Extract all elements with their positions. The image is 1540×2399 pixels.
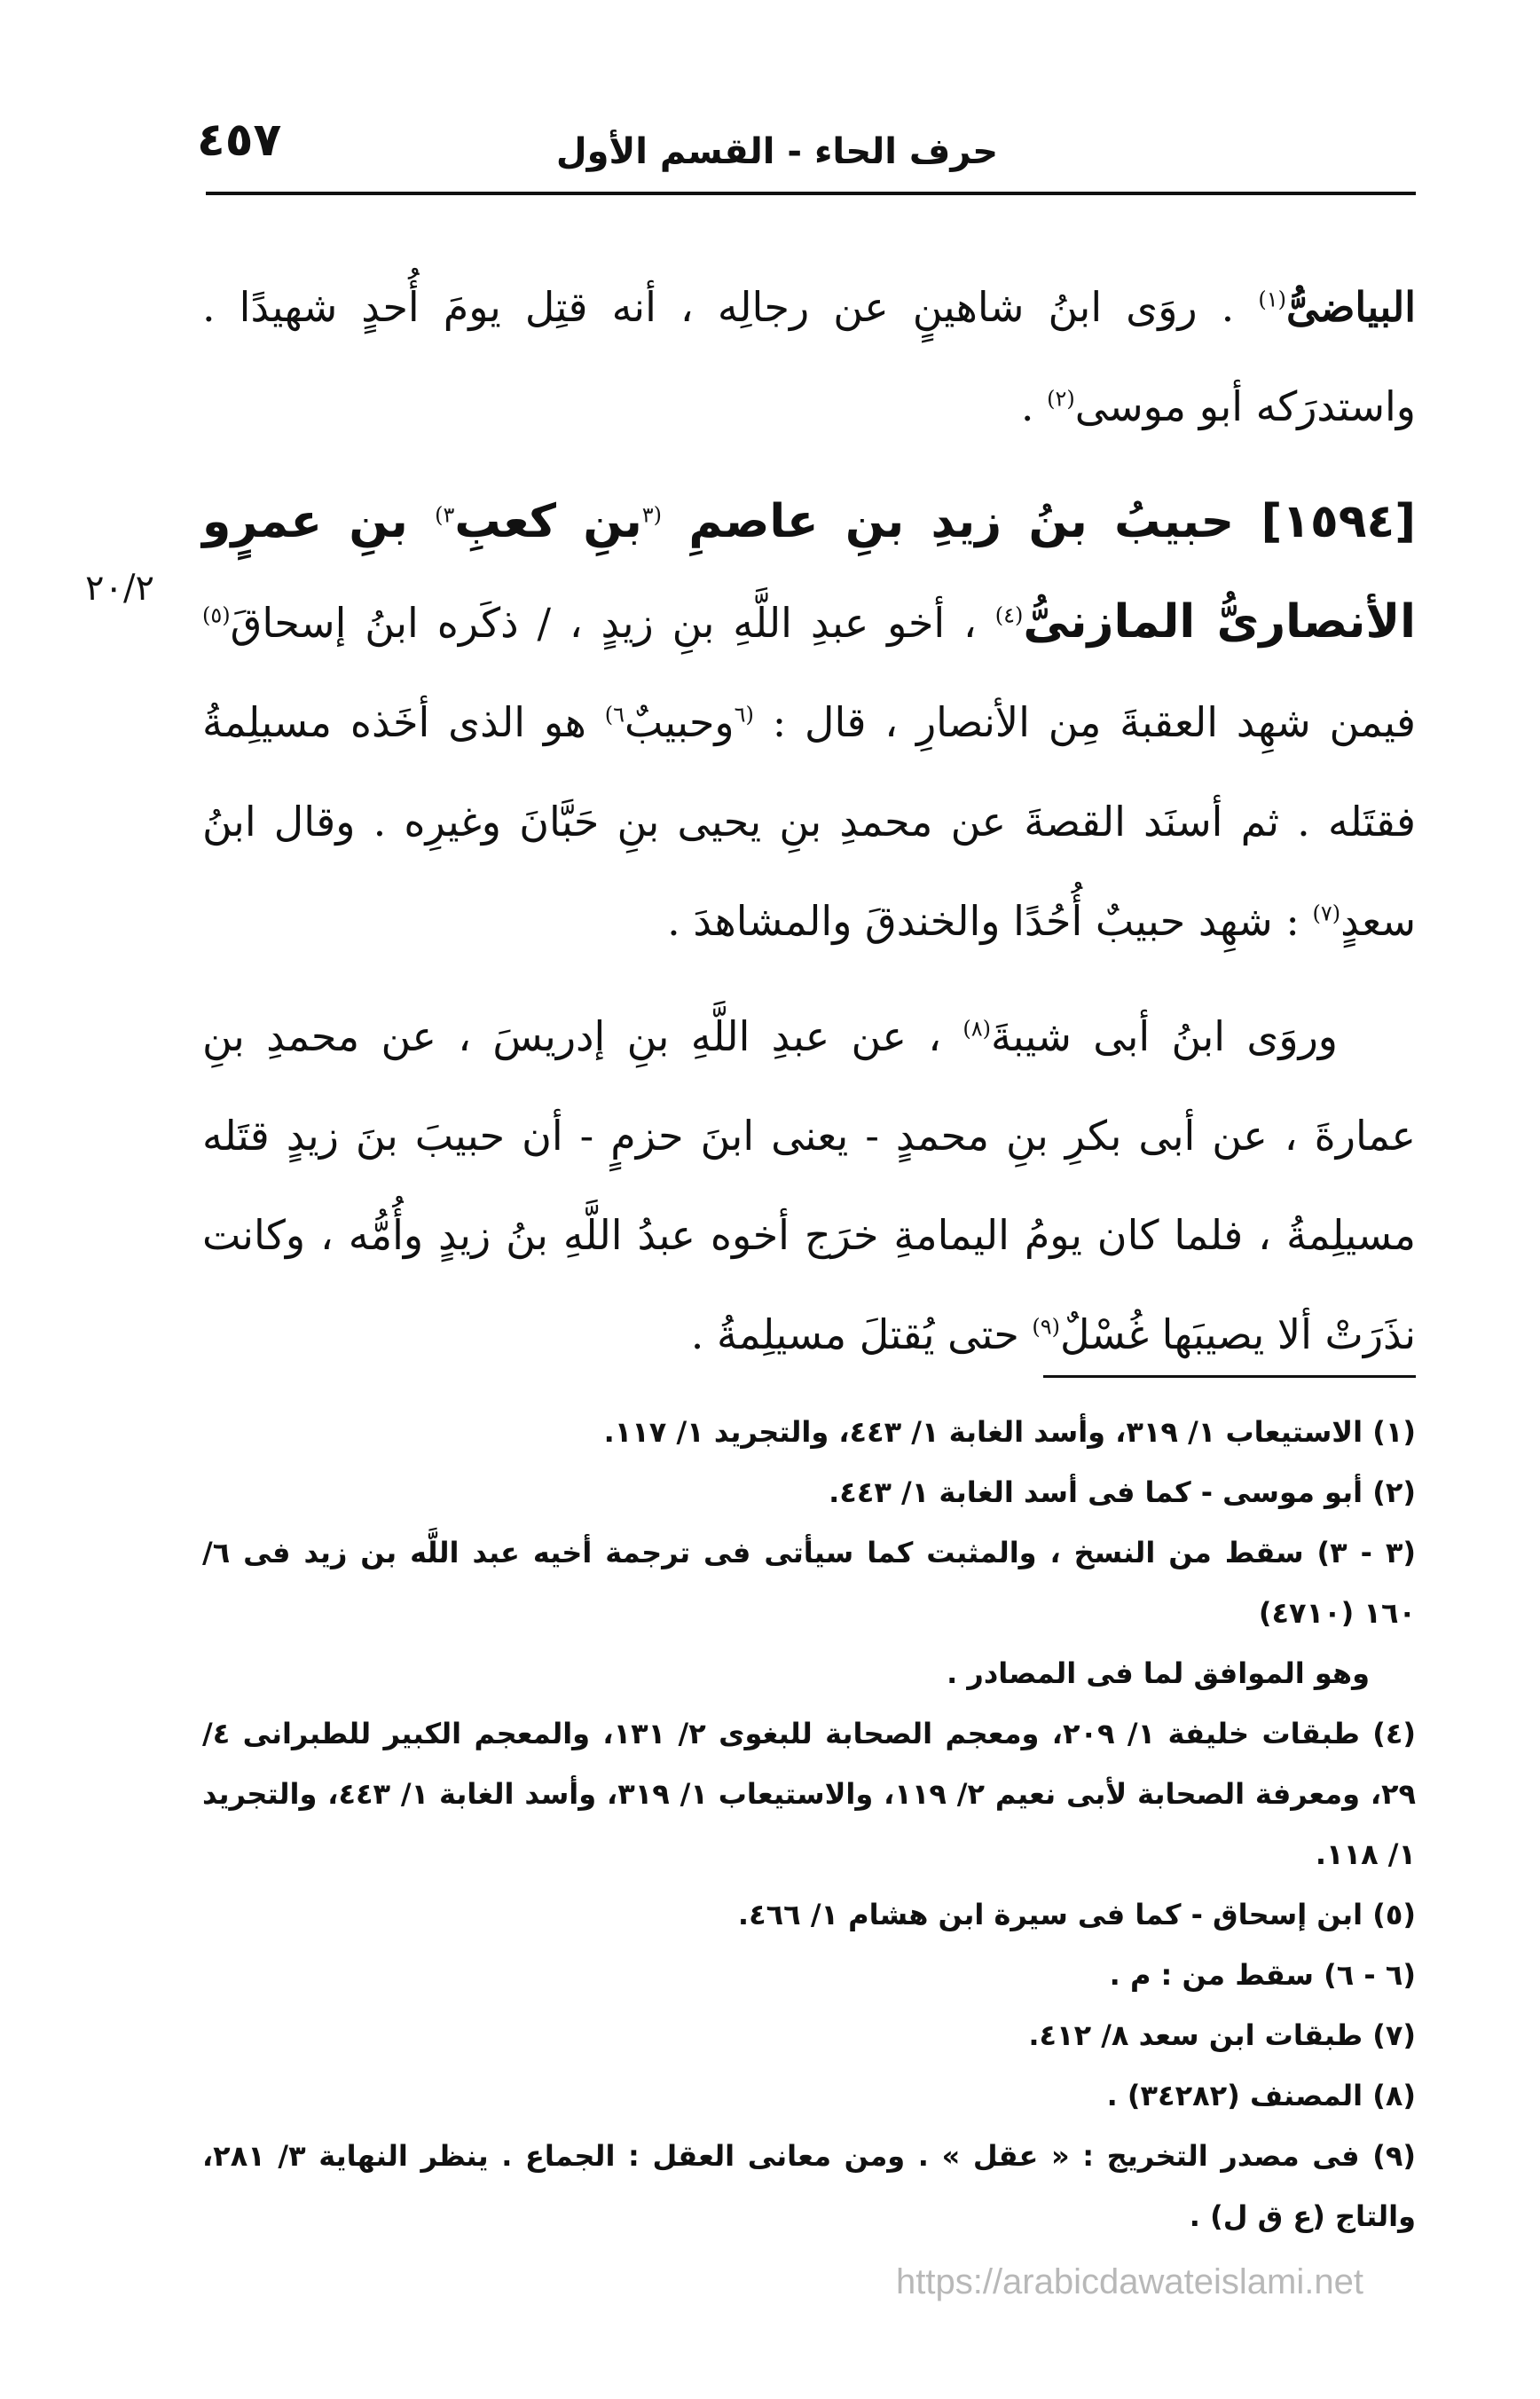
- page-number: ٤٥٧: [197, 114, 282, 167]
- entry-paragraph: [202, 472, 1416, 971]
- footnote-marker-3-open: (٣: [641, 502, 663, 528]
- footnote-item: (٥) ابن إسحاق - كما فى سيرة ابن هشام ١/ ٤٦٦.: [737, 1898, 1416, 1931]
- footnote-item: (٦ - ٦) سقط من : م .: [1109, 1958, 1416, 1992]
- paragraph-text: وروَى ابنُ أبى شيبةَ: [990, 1012, 1338, 1060]
- footnote-item: (٢) أبو موسى - كما فى أسد الغابة ١/ ٤٤٣.: [829, 1475, 1416, 1509]
- footnote-marker-1: (١): [1258, 287, 1287, 312]
- paragraph-bayadi: [202, 257, 1416, 456]
- footnote-marker-2: (٢): [1047, 386, 1075, 412]
- footnote-marker-9: (٩): [1032, 1314, 1061, 1340]
- entry-name: بنِ عمرٍو الأنصارىُّ المازنىُّ: [202, 495, 1416, 649]
- paragraph-text: فيمن شهِد العقبةَ مِن الأنصارِ ، قال :: [753, 698, 1416, 746]
- footnote-marker-7: (٧): [1312, 901, 1341, 926]
- footnote-item: (٣ - ٣) سقط من النسخ ، والمثبت كما سيأتى فى ترجمة أخيه عبد اللَّه بن زيد فى ٦/ ١٦٠ (٤٧١٠): [202, 1536, 1417, 1630]
- footnote-separator: [1043, 1375, 1416, 1378]
- footnote-marker-3-close: ٣): [435, 502, 455, 528]
- paragraph-text: وحبيبٌ: [625, 698, 735, 746]
- margin-volume-reference: ٢٠/٢: [85, 568, 154, 609]
- running-header: حرف الحاء - القسم الأول: [555, 131, 999, 172]
- footnote-marker-6-open: (٦: [734, 702, 754, 728]
- paragraph-text: ، أخو عبدِ اللَّهِ بنِ زيدٍ ، / ذكَره ابنُ إسحاقَ: [230, 599, 995, 647]
- footnote-marker-8: (٨): [962, 1016, 991, 1042]
- main-text: [202, 257, 1416, 1384]
- footnote-marker-6-close: ٦): [604, 702, 625, 728]
- footnote-marker-5: (٥): [202, 602, 231, 628]
- footnote-item-continuation: وهو الموافق لما فى المصادر .: [947, 1656, 1370, 1690]
- paragraph-text: ، عن عبدِ اللَّهِ بنِ إدريسَ ، عن محمدِ بنِ عمارةَ ، عن أبى بكرِ بنِ محمدٍ - يعنى ابنَ حزمٍ - أن حبيبَ بنَ زيدٍ قتَله مسيلِمةُ ، فلما كان يومُ اليمامةِ خرَج أخوه عبدُ اللَّهِ بنُ زيدٍ وأُمُّه ، وكانت نذَرَتْ ألا يصيبَها غُسْلٌ: [202, 1012, 1416, 1358]
- paragraph-text: . روَى ابنُ شاهينٍ عن رجالِه ، أنه قتِل يومَ أُحدٍ شهيدًا . واستدرَكه أبو موسى: [202, 283, 1416, 430]
- footnote-item: (٨) المصنف (٣٤٢٨٢) .: [1106, 2079, 1416, 2112]
- entry-number: [١٥٩٤]: [1261, 495, 1416, 548]
- footnote-item: (١) الاستيعاب ١/ ٣١٩، وأسد الغابة ١/ ٤٤٣، والتجريد ١/ ١١٧.: [603, 1415, 1416, 1449]
- footnote-marker-4: (٤): [994, 602, 1024, 628]
- name-bayadi: البياضىُّ: [1286, 283, 1416, 331]
- paragraph-text: هو الذى أخَذه مسيلِمةُ فقتَله . ثم أسنَد القصةَ عن محمدِ بنِ يحيى بنِ حَبَّانَ وغيرِه . وقال ابنُ سعدٍ: [202, 698, 1416, 945]
- footnote-item: (٧) طبقات ابن سعد ٨/ ٤١٢.: [1028, 2018, 1416, 2052]
- paragraph-text: : شهِد حبيبٌ أُحُدًا والخندقَ والمشاهدَ .: [667, 897, 1313, 945]
- entry-name: بنِ كعبِ: [454, 495, 642, 548]
- paragraph-ibn-abi-shayba: [202, 987, 1416, 1384]
- entry-name: حبيبُ بنُ زيدِ بنِ عاصمِ: [662, 495, 1261, 548]
- footnote-item: (٩) فى مصدر التخريج : « عقل » . ومن معانى العقل : الجماع . ينظر النهاية ٣/ ٢٨١، والتاج (ع ق ل) .: [202, 2139, 1417, 2233]
- paragraph-text: .: [1020, 382, 1048, 430]
- footnotes: [202, 1402, 1416, 2246]
- watermark-url: https://arabicdawateislami.net: [896, 2262, 1363, 2301]
- paragraph-text: حتى يُقتلَ مسيلِمةُ .: [690, 1310, 1033, 1358]
- header-rule: [206, 192, 1416, 195]
- footnote-item: (٤) طبقات خليفة ١/ ٢٠٩، ومعجم الصحابة للبغوى ٢/ ١٣١، والمعجم الكبير للطبرانى ٤/ ٢٩، ومعرفة الصحابة لأبى نعيم ٢/ ١١٩، والاستيعاب ١/ ٣١٩، وأسد الغابة ١/ ٤٤٣، والتجريد ١/ ١١٨.: [202, 1717, 1417, 1871]
